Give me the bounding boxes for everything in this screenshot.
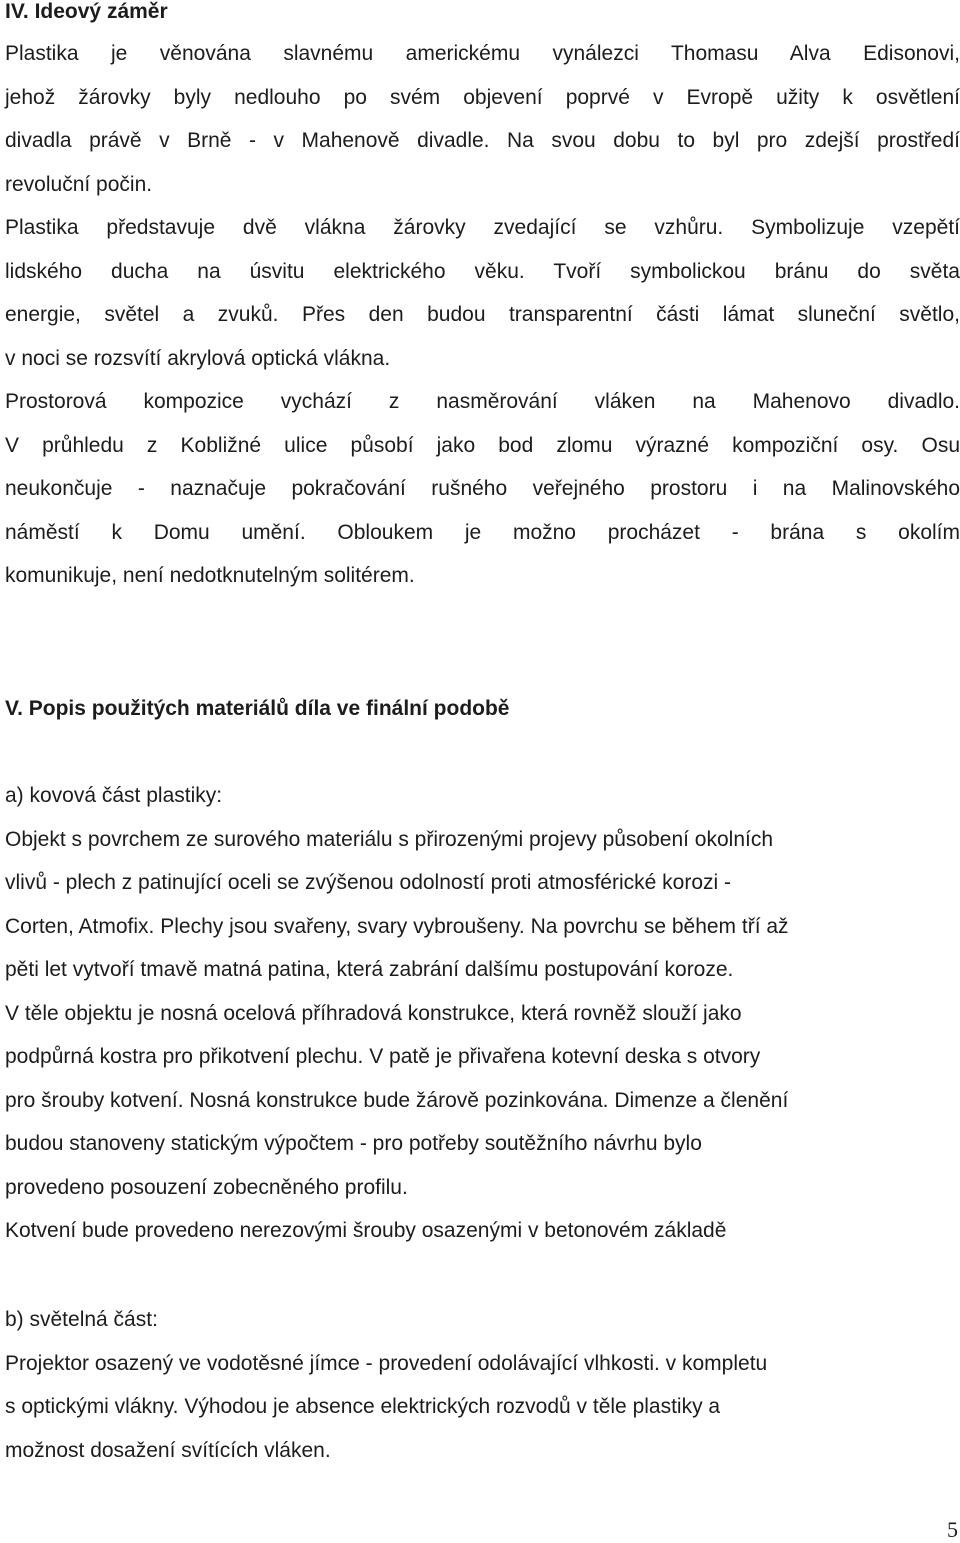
- subsection-title-text: a) kovová část plastiky:: [5, 784, 223, 807]
- text-line: pěti let vytvoří tmavě matná patina, která zabrání dalšímu postupování koroze.: [5, 958, 734, 981]
- text-line: Corten, Atmofix. Plechy jsou svařeny, svary vybroušeny. Na povrchu se během tří až: [5, 914, 789, 938]
- text-line: divadla právě v Brně - v Mahenově divadle. Na svou dobu to byl pro zdejší prostředí: [5, 129, 960, 152]
- text-line: Plastika je věnována slavnému americkému vynálezci Thomasu Alva Edisonovi,: [5, 42, 960, 65]
- section-heading: V. Popis použitých materiálů díla ve finální podobě: [5, 697, 510, 720]
- text-line: provedeno posouzení zobecněného profilu.: [5, 1175, 408, 1199]
- paragraph: [5, 818, 960, 1253]
- text-line: V těle objektu je nosná ocelová příhradová konstrukce, která rovněž slouží jako: [5, 1001, 742, 1025]
- text-line: Objekt s povrchem ze surového materiálu s přirozenými projevy působení okolních: [5, 827, 774, 851]
- page-number: 5: [947, 1517, 958, 1542]
- text-line: Plastika představuje dvě vlákna žárovky zvedající se vzhůru. Symbolizuje vzepětí: [5, 216, 960, 239]
- text-line: Kotvení bude provedeno nerezovými šrouby osazenými v betonovém základě: [5, 1219, 727, 1242]
- subsection-kovova-cast: [5, 774, 960, 1253]
- text-line: Prostorová kompozice vychází z nasměrování vláken na Mahenovo divadlo.: [5, 390, 960, 413]
- subsection-svetelna-cast: [5, 1298, 960, 1472]
- text-line: pro šrouby kotvení. Nosná konstrukce bude žárově pozinkována. Dimenze a členění: [5, 1088, 789, 1112]
- section-ideovy-zamer: [5, 0, 960, 598]
- text-line: vlivů - plech z patinující oceli se zvýšenou odolností proti atmosférické korozi -: [5, 871, 731, 894]
- text-line: Projektor osazený ve vodotěsné jímce - provedení odolávající vlhkosti. v kompletu: [5, 1351, 768, 1375]
- text-line: energie, světel a zvuků. Přes den budou transparentní části lámat sluneční světlo,: [5, 303, 960, 326]
- paragraph: [5, 32, 960, 598]
- text-line: V průhledu z Kobližné ulice působí jako bod zlomu výrazné kompoziční osy. Osu: [5, 433, 960, 457]
- subsection-title: [5, 774, 960, 818]
- text-line: komunikuje, není nedotknutelným solitérem.: [5, 564, 415, 587]
- section-heading: IV. Ideový záměr: [5, 0, 168, 23]
- text-line: podpůrná kostra pro přikotvení plechu. V patě je přivařena kotevní deska s otvory: [5, 1045, 761, 1068]
- text-line: v noci se rozsvítí akrylová optická vlákna.: [5, 346, 391, 370]
- text-line: budou stanoveny statickým výpočtem - pro potřeby soutěžního návrhu bylo: [5, 1132, 702, 1155]
- text-line: lidského ducha na úsvitu elektrického věku. Tvoří symbolickou bránu do světa: [5, 259, 960, 283]
- paragraph: [5, 1342, 960, 1473]
- text-line: revoluční počin.: [5, 172, 153, 196]
- text-line: možnost dosažení svítících vláken.: [5, 1438, 331, 1462]
- text-line: náměstí k Domu umění. Obloukem je možno procházet - brána s okolím: [5, 520, 960, 544]
- text-line: s optickými vlákny. Výhodou je absence elektrických rozvodů v těle plastiky a: [5, 1395, 721, 1418]
- text-line: neukončuje - naznačuje pokračování rušného veřejného prostoru i na Malinovského: [5, 477, 960, 500]
- subsection-title: [5, 1298, 960, 1342]
- text-line: jehož žárovky byly nedlouho po svém objevení poprvé v Evropě užity k osvětlení: [5, 85, 960, 109]
- subsection-title-text: b) světelná část:: [5, 1308, 158, 1331]
